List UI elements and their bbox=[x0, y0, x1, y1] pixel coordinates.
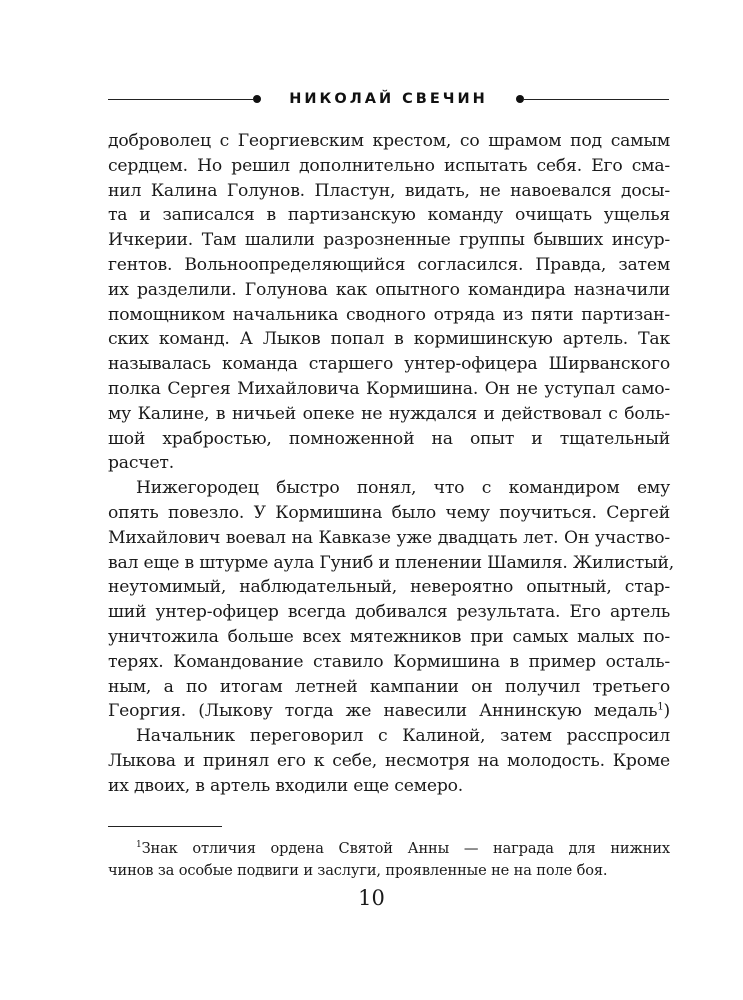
footnote-reference-mark: 1 bbox=[657, 701, 664, 713]
text-line: Ичкерии. Там шалили разрозненные группы бывших инсур- bbox=[108, 230, 670, 251]
text-line: гентов. Вольноопределяющийся согласился. Правда, затем bbox=[108, 254, 670, 275]
footnote-line bbox=[108, 838, 670, 860]
text-line: ских команд. А Лыков попал в кормишинскую артель. Так bbox=[108, 329, 670, 350]
running-head-author: НИКОЛАЙ СВЕЧИН bbox=[289, 91, 488, 107]
body-text bbox=[108, 129, 675, 799]
text-line: нил Калина Голунов. Пластун, видать, не навоевался досы- bbox=[108, 180, 670, 201]
header-rule-left bbox=[108, 99, 253, 100]
text-line-content: Георгия. (Лыкову тогда же навесили Аннинскую медаль bbox=[108, 701, 658, 722]
footnote-mark: 1 bbox=[136, 840, 142, 851]
text-line: их двоих, в артель входили еще семеро. bbox=[108, 775, 464, 796]
text-line: полка Сергея Михайловича Кормишина. Он не уступал само- bbox=[108, 378, 670, 399]
text-line: опять повезло. У Кормишина было чему поучиться. Сергей bbox=[108, 502, 670, 523]
text-line: доброволец с Георгиевским крестом, со шрамом под самым bbox=[108, 131, 670, 151]
running-header bbox=[108, 86, 669, 112]
text-line: их разделили. Голунова как опытного командира назначили bbox=[108, 279, 670, 300]
text-line: Нижегородец быстро понял, что с командиром ему bbox=[136, 478, 670, 499]
header-dot-left bbox=[253, 95, 261, 103]
header-dot-right bbox=[516, 95, 524, 103]
text-line: сердцем. Но решил дополнительно испытать себя. Его сма- bbox=[108, 155, 670, 176]
footnote-text: Знак отличия ордена Святой Анны — награда для нижних bbox=[141, 840, 670, 857]
text-line: неутомимый, наблюдательный, невероятно опытный, стар- bbox=[108, 577, 670, 598]
text-line: му Калине, в ничьей опеке не нуждался и действовал с боль- bbox=[108, 403, 670, 424]
text-line-with-footnote-ref bbox=[108, 699, 670, 724]
text-line: называлась команда старшего унтер-офицера Ширванского bbox=[108, 354, 670, 375]
text-line: терях. Командование ставило Кормишина в пример осталь- bbox=[108, 651, 670, 672]
text-line: ший унтер-офицер всегда добивался результата. Его артель bbox=[108, 602, 670, 623]
text-line: Лыкова и принял его к себе, несмотря на молодость. Кроме bbox=[108, 750, 670, 771]
closing-parenthesis: ) bbox=[663, 701, 670, 722]
text-line: вал еще в штурме аула Гуниб и пленении Шамиля. Жилистый, bbox=[108, 552, 675, 573]
header-rule-right bbox=[524, 99, 669, 100]
text-line: Начальник переговорил с Калиной, затем расспросил bbox=[136, 726, 670, 747]
page-number: 10 bbox=[358, 886, 385, 910]
text-line: уничтожила больше всех мятежников при самых малых по- bbox=[108, 626, 670, 647]
text-line: помощником начальника сводного отряда из пяти партизан- bbox=[108, 304, 670, 325]
text-line: расчет. bbox=[108, 453, 174, 474]
footnote-separator bbox=[108, 826, 222, 827]
text-line: та и записался в партизанскую команду очищать ущелья bbox=[108, 205, 670, 226]
text-line: ным, а по итогам летней кампании он получил третьего bbox=[108, 676, 670, 697]
text-line: шой храбростью, помноженной на опыт и тщательный bbox=[108, 428, 670, 449]
footnote bbox=[108, 838, 670, 882]
footnote-line: чинов за особые подвиги и заслуги, проявленные не на поле боя. bbox=[108, 862, 608, 879]
text-line: Михайлович воевал на Кавказе уже двадцать лет. Он участво- bbox=[108, 527, 670, 548]
